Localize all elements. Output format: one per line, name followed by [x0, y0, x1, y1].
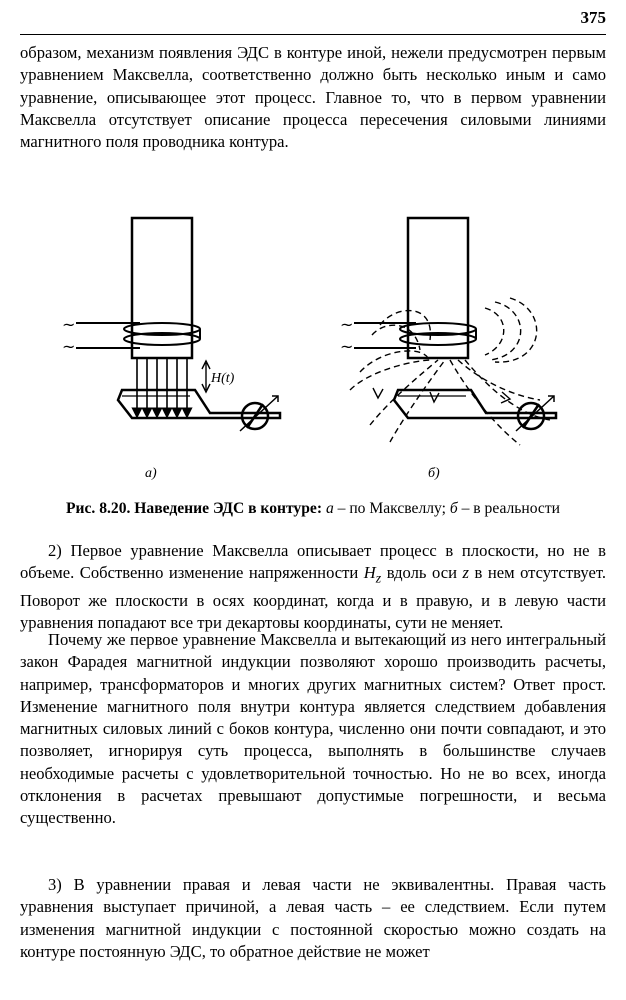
ac-source-symbol-b: ~: [340, 337, 354, 356]
paragraph-2: [20, 540, 606, 635]
magnet-core-a: [132, 218, 192, 358]
flux-arrows-a: [137, 358, 187, 417]
subfigure-label-a: а): [145, 466, 157, 481]
field-label: H(t): [211, 371, 235, 386]
caption-a-text: – по Максвеллу;: [333, 500, 450, 517]
magnet-core-b: [408, 218, 468, 358]
caption-b-text: – в реальности: [457, 500, 561, 517]
paragraph-2-mid: вдоль оси: [381, 563, 463, 583]
paragraph-1: образом, механизм появления ЭДС в контуре иной, нежели предусмотрен первым уравнением Максвелла, соответственно должно быть несколько иным и само уравнение, описывающее этот процесс. Главное то, что в первом уравнении Максвелла отсутствует описание процесса пересечения силовыми линиями магнитного поля проводника контура.: [20, 43, 606, 152]
diagram-a: [62, 218, 280, 481]
caption-a-letter: а: [325, 500, 334, 517]
figure-8-20: [40, 210, 600, 490]
caption-b-letter: б: [449, 500, 458, 517]
var-h: H: [363, 563, 376, 583]
caption-title: Рис. 8.20. Наведение ЭДС в контуре:: [65, 500, 323, 517]
var-h-subscript: z: [375, 570, 382, 586]
paragraph-4: 3) В уравнении правая и левая части не эквивалентны. Правая часть уравнения выступает причиной, а левая часть – ее следствием. Если путем изменения магнитной индукции с постоянной скоростью можно создать на контуре постоянную ЭДС, то обратное действие не может: [20, 875, 606, 961]
subfigure-label-b: б): [428, 466, 440, 481]
paragraph-2-end: в нем отсутствует. Поворот же плоскости в осях координат, когда и в правую, и в левую части уравнения попадают все три декартовы координаты, сути не меняет.: [20, 563, 606, 633]
field-change-arrow: [202, 361, 210, 392]
figure-caption: [0, 500, 626, 518]
var-z: z: [462, 563, 469, 583]
page-header: [20, 6, 606, 35]
paragraph-2-start: 2) Первое уравнение Максвелла описывает процесс в плоскости, но не в объеме. Собственно изменение напряженности: [20, 541, 606, 583]
ac-source-symbol-b: ~: [340, 315, 354, 334]
page-number: 375: [580, 8, 606, 27]
diagram-b: [340, 218, 556, 481]
ac-source-symbol-a: ~: [62, 315, 76, 334]
ac-source-symbol-a: ~: [62, 337, 76, 356]
paragraph-3: Почему же первое уравнение Максвелла и вытекающий из него интегральный закон Фарадея магнитной индукции позволяют хорошо производить расчеты, например, трансформаторов и многих других магнитных систем? Ответ прост. Изменение магнитного поля внутри контура является следствием добавления магнитных силовых линий с боков контура, численно они почти совпадают, и это позволяет, игнорируя суть процесса, выполнять в большинстве случаев необходимые расчеты с удовлетворительной точностью. Но не во всех, иногда отклонения в расчетах превышают допустимые погрешности, и весьма существенно.: [20, 630, 606, 828]
